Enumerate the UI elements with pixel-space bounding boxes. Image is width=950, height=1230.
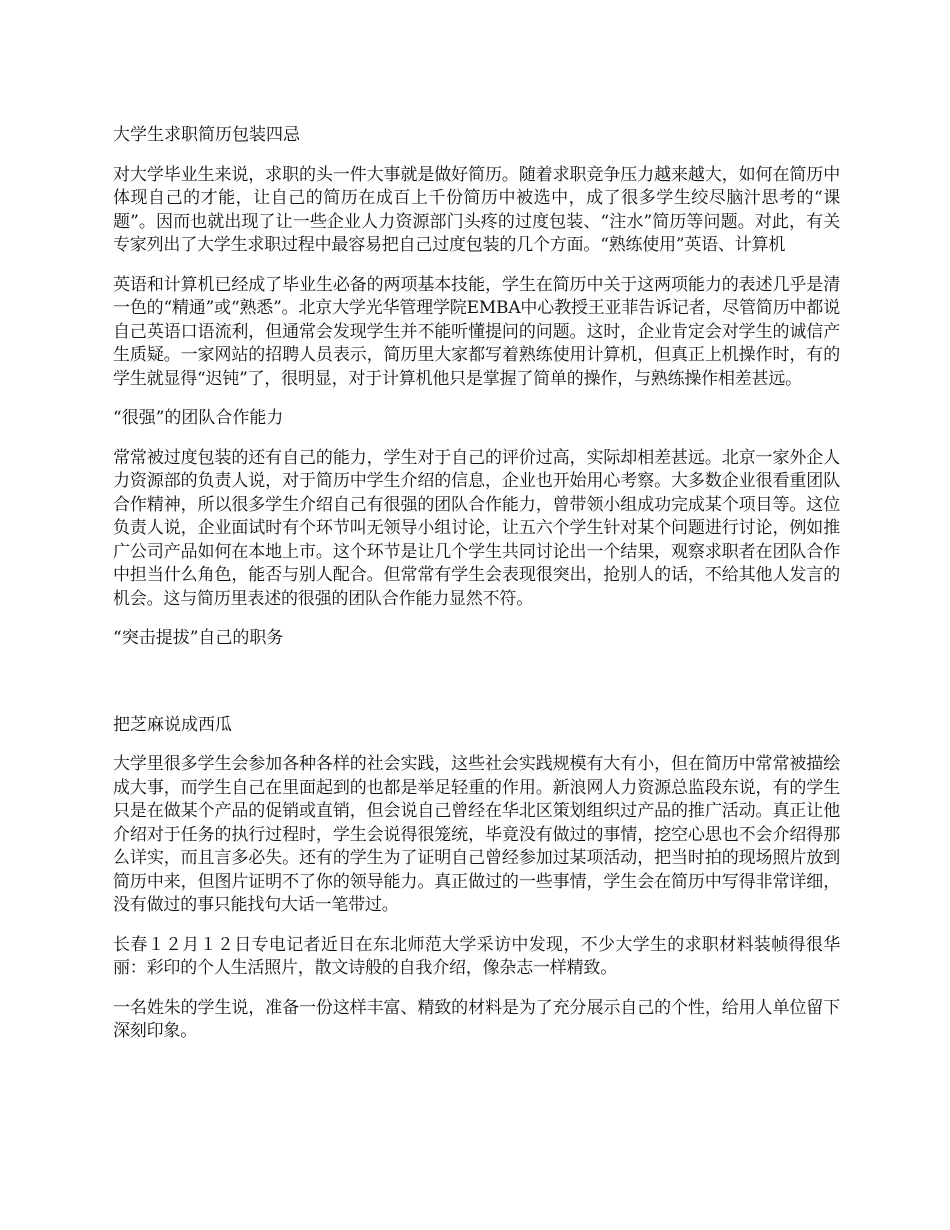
teamwork-paragraph: 常常被过度包装的还有自己的能力，学生对于自己的评价过高，实际却相差甚远。北京一家外企人力资源部的负责人说，对于简历中学生介绍的信息，企业也开始用心考察。大多数企业很看重团队合作精神，所以很多学生介绍自己有很强的团队合作能力，曾带领小组成功完成某个项目等。这位负责人说，企业面试时有个环节叫无领导小组讨论，让五六个学生针对某个问题进行讨论，例如推广公司产品如何在本地上市。这个环节是让几个学生共同讨论出一个结果，观察求职者在团队合作中担当什么角色，能否与别人配合。但常常有学生会表现很突出，抢别人的话，不给其他人发言的机会。这与简历里表述的很强的团队合作能力显然不符。 [113, 447, 840, 609]
promotion-heading: “突击提拔”自己的职务 [113, 628, 284, 648]
intro-paragraph: 对大学毕业生来说，求职的头一件大事就是做好简历。随着求职竞争压力越来越大，如何在简历中体现自己的才能，让自己的简历在成百上千份简历中被选中，成了很多学生绞尽脑汁思考的“课题”。因而也就出现了让一些企业人力资源部门头疼的过度包装、“注水”简历等问题。对此，有关专家列出了大学生求职过程中最容易把自己过度包装的几个方面。“熟练使用”英语、计算机 [113, 164, 840, 255]
document-title: 大学生求职简历包装四忌 [113, 125, 300, 145]
document-body [113, 124, 840, 1044]
teamwork-heading: “很强”的团队合作能力 [113, 408, 284, 428]
student-quote-paragraph: 一名姓朱的学生说，准备一份这样丰富、精致的材料是为了充分展示自己的个性，给用人单位留下深刻印象。 [113, 997, 840, 1041]
exaggeration-heading: 把芝麻说成西瓜 [113, 714, 232, 735]
exaggeration-paragraph: 大学里很多学生会参加各种各样的社会实践，这些社会实践规模有大有小，但在简历中常常被描绘成大事，而学生自己在里面起到的也都是举足轻重的作用。新浪网人力资源总监段东说，有的学生只是在做某个产品的促销或直销，但会说自己曾经在华北区策划组织过产品的推广活动。真正让他介绍对于任务的执行过程时，学生会说得很笼统，毕竟没有做过的事情，挖空心思也不会介绍得那么详实，而且言多必失。还有的学生为了证明自己曾经参加过某项活动，把当时拍的现场照片放到简历中来，但图片证明不了你的领导能力。真正做过的一些事情，学生会在简历中写得非常详细，没有做过的事只能找句大话一笔带过。 [113, 754, 840, 915]
english-computer-paragraph: 英语和计算机已经成了毕业生必备的两项基本技能，学生在简历中关于这两项能力的表述几乎是清一色的“精通”或“熟悉”。北京大学光华管理学院EMBA中心教授王亚菲告诉记者，尽管简历中都说自己英语口语流利，但通常会发现学生并不能听懂提问的问题。这时，企业肯定会对学生的诚信产生质疑。一家网站的招聘人员表示，简历里大家都写着熟练使用计算机，但真正上机操作时，有的学生就显得“迟钝”了，很明显，对于计算机他只是掌握了简单的操作，与熟练操作相差甚远。 [113, 274, 840, 389]
changchun-report-paragraph: 长春１２月１２日专电记者近日在东北师范大学采访中发现，不少大学生的求职材料装帧得很华丽：彩印的个人生活照片，散文诗般的自我介绍，像杂志一样精致。 [113, 934, 840, 978]
